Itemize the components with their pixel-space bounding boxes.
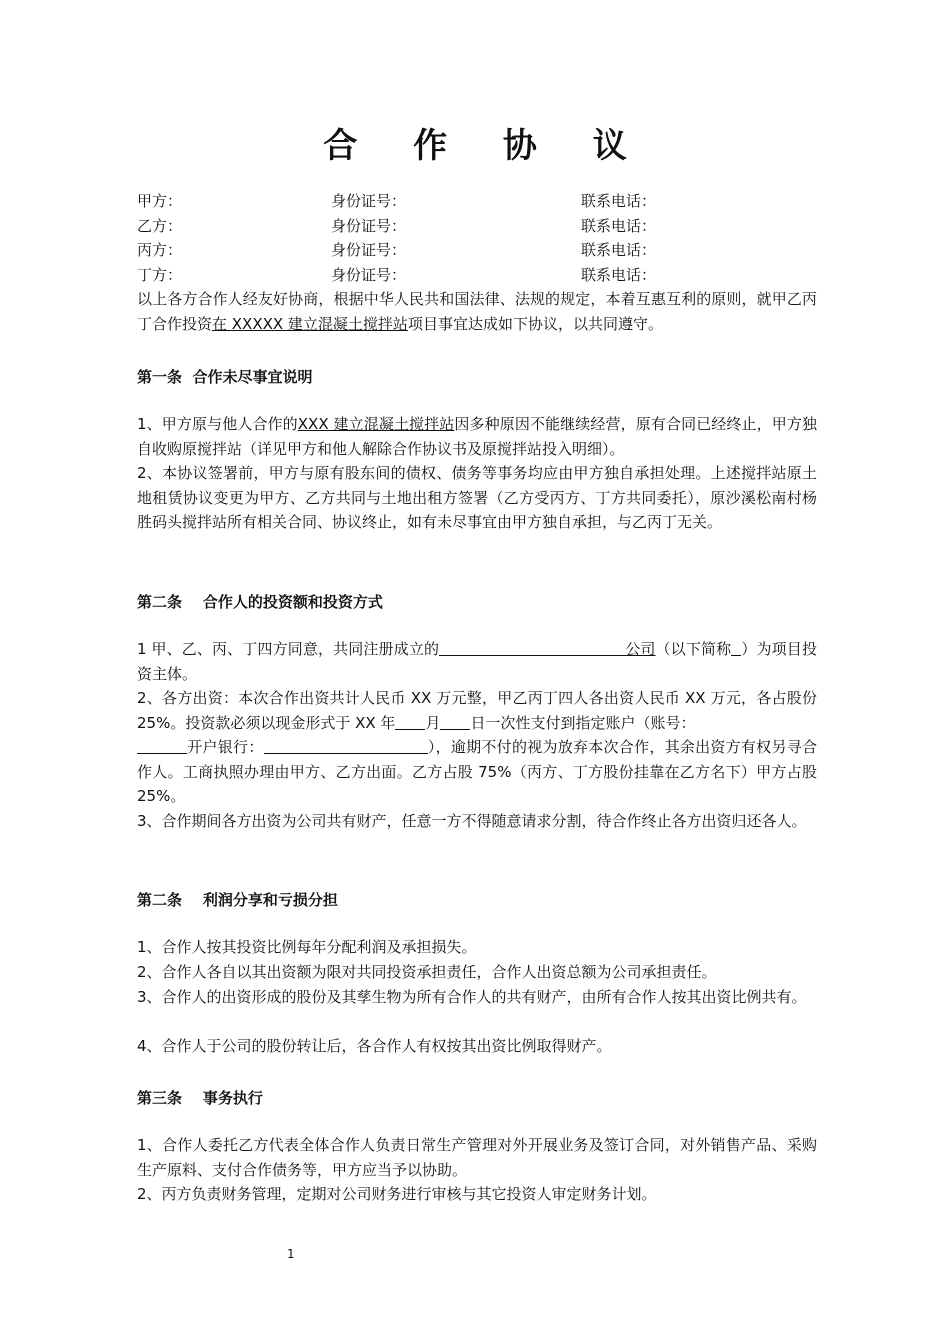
section-4-heading: 第三条 事务执行 bbox=[137, 1089, 263, 1107]
document-title: 合 作 协 议 bbox=[323, 126, 649, 166]
party-name: 丁方： bbox=[137, 266, 183, 284]
party-row-ding bbox=[137, 265, 837, 285]
party-row-jia bbox=[137, 191, 837, 211]
party-name: 乙方： bbox=[137, 217, 183, 235]
party-id-label: 身份证号： bbox=[331, 192, 407, 210]
party-row-bing bbox=[137, 240, 837, 260]
page-number: 1 bbox=[287, 1247, 295, 1261]
company-label: 公司 bbox=[625, 640, 656, 658]
party-phone-label: 联系电话： bbox=[581, 266, 657, 284]
section-2-item-2 bbox=[137, 686, 817, 809]
party-name: 甲方： bbox=[137, 192, 183, 210]
section-2-item-3: 3、合作期间各方出资为公司共有财产，任意一方不得随意请求分割，待合作终止各方出资归还各人。 bbox=[137, 812, 807, 830]
party-id-label: 身份证号： bbox=[331, 266, 407, 284]
section-1-item-2: 2、本协议签署前，甲方与原有股东间的债权、债务等事务均应由甲方独自承担处理。上述搅拌站原土地租赁协议变更为甲方、乙方共同与土地出租方签署（乙方受丙方、丁方共同委托），原沙溪松南村杨胜码头搅拌站所有相关合同、协议终止，如有未尽事宜由甲方独自承担，与乙丙丁无关。 bbox=[137, 464, 817, 531]
item-text: 日一次性支付到指定账户（账号： bbox=[470, 713, 696, 732]
section-4-item-2: 2、丙方负责财务管理，定期对公司财务进行审核与其它投资人审定财务计划。 bbox=[137, 1185, 657, 1203]
section-3-item-3: 3、合作人的出资形成的股份及其孳生物为所有合作人的共有财产，由所有合作人按其出资比例共有。 bbox=[137, 988, 807, 1006]
section-4-item-1: 1、合作人委托乙方代表全体合作人负责日常生产管理对外开展业务及签订合同，对外销售产品、采购生产原料、支付合作债务等，甲方应当予以协助。 bbox=[137, 1136, 817, 1179]
intro-paragraph bbox=[137, 287, 817, 336]
account-blank bbox=[137, 738, 187, 754]
section-3-item-4: 4、合作人于公司的股份转让后，各合作人有权按其出资比例取得财产。 bbox=[137, 1037, 612, 1055]
item-text: ）为项目投资主体。 bbox=[137, 640, 817, 683]
section-1-item-1 bbox=[137, 412, 817, 461]
section-3-item-1: 1、合作人按其投资比例每年分配利润及承担损失。 bbox=[137, 938, 477, 956]
party-phone-label: 联系电话： bbox=[581, 241, 657, 259]
section-3-heading: 第二条 利润分享和亏损分担 bbox=[137, 891, 338, 909]
item-text: 2、各方出资：本次合作出资共计人民币 XX 万元整，甲乙丙丁四人各出资人民币 XX 万元，各占股份 25%。投资款必须以现金形式于 XX 年 bbox=[137, 689, 817, 732]
section-2-heading: 第二条 合作人的投资额和投资方式 bbox=[137, 593, 383, 611]
party-name: 丙方： bbox=[137, 241, 183, 259]
party-phone-label: 联系电话： bbox=[581, 217, 657, 235]
section-1-heading: 第一条 合作未尽事宜说明 bbox=[137, 368, 313, 386]
item-text: 因多种原因不能继续经营，原有合同已经终止，甲方独自收购原搅拌站（详见甲方和他人解除合作协议书及原搅拌站投入明细）。 bbox=[137, 415, 817, 458]
intro-text-end: 项目事宜达成如下协议，以共同遵守。 bbox=[407, 314, 663, 333]
item-text: 开户银行： bbox=[187, 738, 264, 756]
item-text: 1 甲、乙、丙、丁四方同意，共同注册成立的 bbox=[137, 640, 440, 658]
abbr-blank bbox=[731, 640, 741, 656]
party-phone-label: 联系电话： bbox=[581, 192, 657, 210]
party-id-label: 身份证号： bbox=[331, 217, 407, 235]
project-name: XXX 建立混凝土搅拌站 bbox=[297, 415, 455, 433]
intro-project-name: 在 XXXXX 建立混凝土搅拌站 bbox=[212, 314, 408, 333]
day-blank bbox=[440, 714, 470, 730]
item-text: ），逾期不付的视为放弃本次合作，其余出资方有权另寻合作人。工商执照办理由甲方、乙方出面。乙方占股 75%（丙方、丁方股份挂靠在乙方名下）甲方占股 25%。 bbox=[137, 738, 817, 805]
bank-blank bbox=[264, 738, 428, 754]
month-blank bbox=[395, 714, 425, 730]
item-text: （以下简称 bbox=[655, 640, 732, 658]
party-id-label: 身份证号： bbox=[331, 241, 407, 259]
party-row-yi bbox=[137, 216, 837, 236]
intro-text: 以上各方合作人经友好协商，根据中华人民共和国法律、法规的规定，本着互惠互利的原则，就甲乙丙丁合作投资 bbox=[137, 290, 817, 333]
company-name-blank bbox=[439, 640, 625, 656]
section-2-item-1 bbox=[137, 637, 817, 686]
item-text: 月 bbox=[425, 713, 441, 732]
section-3-item-2: 2、合作人各自以其出资额为限对共同投资承担责任，合作人出资总额为公司承担责任。 bbox=[137, 963, 717, 981]
item-text: 1、甲方原与他人合作的 bbox=[137, 415, 298, 433]
